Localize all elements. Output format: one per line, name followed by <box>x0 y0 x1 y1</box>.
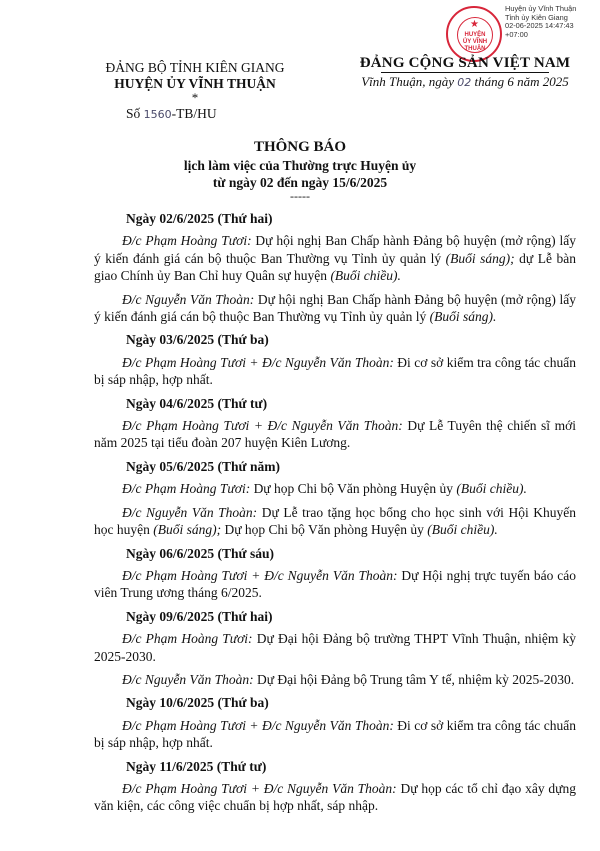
title-main: THÔNG BÁO <box>253 139 347 155</box>
attendee-name: Đ/c Nguyễn Văn Thoàn: <box>122 504 258 520</box>
issue-date <box>330 73 600 92</box>
attendee-name: Đ/c Phạm Hoàng Tươi + Đ/c Nguyễn Văn Thoàn: <box>122 354 394 370</box>
attendee-name: Đ/c Phạm Hoàng Tươi: <box>122 481 251 497</box>
doc-number-handwritten: 1560 <box>143 108 172 121</box>
schedule-body <box>94 210 576 821</box>
date-suffix: tháng 6 năm 2025 <box>474 74 569 89</box>
attendee-name: Đ/c Phạm Hoàng Tươi: <box>122 233 252 249</box>
entry-text: Dự Lễ trao tặng học bổng cho học sinh với Hội Khuyến học huyện <box>94 504 576 538</box>
schedule-entry <box>94 504 576 539</box>
signature-line: Tỉnh ủy Kiên Giang <box>505 12 568 22</box>
day-heading: Ngày 10/6/2025 (Thứ ba) <box>126 695 269 711</box>
entry-text: Dự hội nghị Ban Chấp hành Đảng bộ huyện (mở rộng) lấy ý kiến đánh giá cán bộ thuộc Ban Thường vụ Tỉnh ủy quản lý <box>94 291 577 325</box>
schedule-entry <box>94 480 576 497</box>
entry-text: Đi cơ sở kiểm tra công tác chuẩn bị sáp nhập, hợp nhất. <box>94 354 576 388</box>
day-heading: Ngày 11/6/2025 (Thứ tư) <box>126 758 267 774</box>
time-of-day: (Buổi sáng). <box>429 309 497 325</box>
schedule-entry <box>94 717 576 752</box>
schedule-entry <box>94 354 576 389</box>
attendee-name: Đ/c Nguyễn Văn Thoàn: <box>122 671 254 687</box>
signature-line: +07:00 <box>505 29 528 39</box>
seal-star-icon: ★ <box>470 19 479 30</box>
day-heading: Ngày 04/6/2025 (Thứ tư) <box>126 395 268 411</box>
day-heading: Ngày 05/6/2025 (Thứ năm) <box>126 458 280 474</box>
entry-text: Dự họp Chi bộ Văn phòng Huyện ủy <box>250 481 457 497</box>
day-heading: Ngày 03/6/2025 (Thứ ba) <box>126 332 269 348</box>
schedule-entry <box>94 567 576 602</box>
time-of-day: (Buổi sáng); <box>153 522 222 538</box>
title-divider: ----- <box>290 189 310 203</box>
issuing-organization <box>90 60 300 103</box>
organization-name: HUYỆN ỦY VĨNH THUẬN <box>114 76 276 91</box>
party-name: ĐẢNG CỘNG SẢN VIỆT NAM <box>359 55 571 71</box>
signature-line: Huyện ủy Vĩnh Thuận <box>505 4 577 13</box>
digital-signature-info <box>505 5 599 39</box>
time-of-day: (Buổi sáng); <box>445 250 515 266</box>
doc-number-suffix: -TB/HU <box>171 106 217 121</box>
entry-text: Dự hội nghị Ban Chấp hành Đảng bộ huyện (mở rộng) lấy ý kiến đánh giá cán bộ thuộc Ban Thường vụ Tỉnh ủy quản lý <box>94 233 577 266</box>
doc-number-prefix: Số <box>126 106 141 121</box>
day-heading: Ngày 06/6/2025 (Thứ sáu) <box>126 545 274 561</box>
seal-text: HUYỆN ỦY VĨNH THUẬN <box>462 32 488 52</box>
attendee-name: Đ/c Phạm Hoàng Tươi + Đ/c Nguyễn Văn Thoàn: <box>122 780 397 796</box>
entry-text: dự Lễ bàn giao Chính ủy Ban Chỉ huy Quân sự huyện <box>94 250 576 284</box>
entry-text: Dự Đại hội Đảng bộ trường THPT Vĩnh Thuận, nhiệm kỳ 2025-2030. <box>94 631 577 664</box>
attendee-name: Đ/c Phạm Hoàng Tươi + Đ/c Nguyễn Văn Thoàn: <box>122 567 398 583</box>
date-prefix: Vĩnh Thuận, ngày <box>361 74 455 89</box>
attendee-name: Đ/c Phạm Hoàng Tươi + Đ/c Nguyễn Văn Thoàn: <box>122 717 394 733</box>
date-day-handwritten: 02 <box>457 76 472 89</box>
schedule-entry <box>94 671 576 688</box>
entry-text: Dự họp Chi bộ Văn phòng Huyện ủy <box>221 522 428 538</box>
day-heading: Ngày 02/6/2025 (Thứ hai) <box>126 211 273 226</box>
time-of-day: (Buổi chiều). <box>427 522 498 538</box>
signature-line: 02-06-2025 14:47:43 <box>505 21 574 31</box>
entry-text: Đi cơ sở kiểm tra công tác chuẩn bị sáp nhập, hợp nhất. <box>94 717 576 751</box>
entry-text: Dự Hội nghị trực tuyến báo cáo viên Trung ương tháng 6/2025. <box>94 567 577 601</box>
schedule-entry <box>94 780 576 815</box>
asterisk-mark: * <box>191 90 199 105</box>
schedule-entry <box>94 417 576 452</box>
title-subtitle: lịch làm việc của Thường trực Huyện ủy <box>183 158 417 173</box>
schedule-entry <box>94 630 576 665</box>
time-of-day: (Buổi chiều). <box>330 268 401 284</box>
entry-text: Dự họp các tổ chỉ đạo xây dựng văn kiện, các công việc chuẩn bị hợp nhất, sáp nhập. <box>94 780 576 814</box>
entry-text: Dự Lễ Tuyên thệ chiến sĩ mới năm 2025 tại tiểu đoàn 207 huyện Kiên Lương. <box>94 418 576 451</box>
attendee-name: Đ/c Phạm Hoàng Tươi: <box>122 631 253 647</box>
national-header <box>330 54 600 92</box>
document-title <box>0 138 600 201</box>
title-date-range: từ ngày 02 đến ngày 15/6/2025 <box>212 175 388 190</box>
day-heading: Ngày 09/6/2025 (Thứ hai) <box>126 608 273 624</box>
schedule-entry <box>94 232 576 284</box>
entry-text: Dự Đại hội Đảng bộ Trung tâm Y tế, nhiệm kỳ 2025-2030. <box>253 671 575 687</box>
time-of-day: (Buổi chiều). <box>456 481 527 497</box>
document-number <box>126 106 217 122</box>
attendee-name: Đ/c Phạm Hoàng Tươi + Đ/c Nguyễn Văn Thoàn: <box>122 418 403 434</box>
schedule-entry <box>94 291 576 326</box>
attendee-name: Đ/c Nguyễn Văn Thoàn: <box>122 291 255 307</box>
parent-organization: ĐẢNG BỘ TỈNH KIÊN GIANG <box>105 60 285 75</box>
